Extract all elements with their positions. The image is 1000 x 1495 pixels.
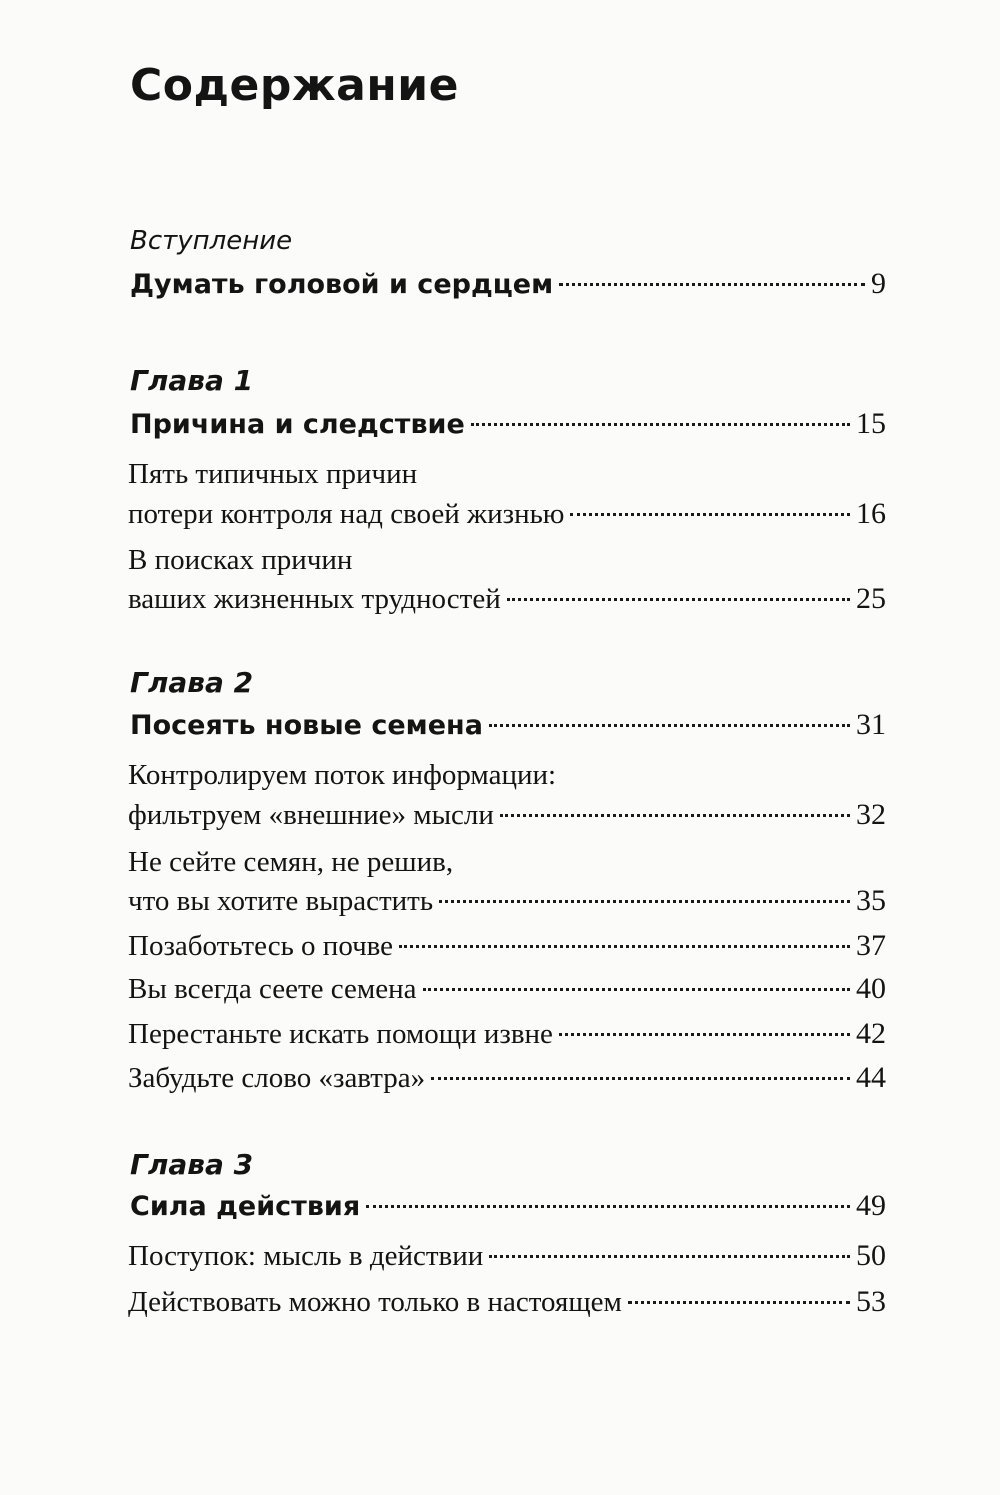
entry-title: Посеять новые семена (130, 710, 483, 741)
toc-entry[interactable] (128, 1280, 886, 1324)
entry-title-line1: В поисках причин (128, 544, 353, 576)
chapter-label: Глава 2 (130, 666, 254, 699)
entry-title: Забудьте слово «завтра» (128, 1062, 426, 1094)
page-number: 49 (856, 1189, 886, 1222)
entry-title: ваших жизненных трудностей (128, 583, 501, 615)
page-number: 44 (856, 1061, 886, 1094)
toc-entry[interactable] (128, 1012, 886, 1056)
toc-entry[interactable] (128, 879, 886, 923)
entry-title: Поступок: мысль в действии (128, 1240, 484, 1272)
entry-title: Перестаньте искать помощи извне (128, 1018, 553, 1050)
page-number: 50 (856, 1239, 886, 1272)
intro-label: Вступление (130, 226, 293, 256)
entry-title-line1: Пять типичных причин (128, 458, 418, 490)
page-number: 31 (856, 708, 886, 741)
entry-title: фильтруем «внешние» мысли (128, 799, 494, 831)
dot-leader (366, 1205, 850, 1208)
entry-title: Сила действия (130, 1191, 361, 1222)
page-number: 16 (856, 497, 886, 530)
toc-entry[interactable] (128, 577, 886, 621)
page-number: 35 (856, 884, 886, 917)
page-title: Содержание (130, 60, 459, 111)
page-number: 53 (856, 1285, 886, 1318)
page-number: 40 (856, 972, 886, 1005)
entry-title: Действовать можно только в настоящем (128, 1286, 622, 1318)
page-number: 37 (856, 929, 886, 962)
entry-title: Позаботьтесь о почве (128, 930, 394, 962)
entry-title: что вы хотите вырастить (128, 885, 434, 917)
toc-entry[interactable] (128, 793, 886, 837)
chapter-label: Глава 3 (130, 1148, 254, 1181)
page-number: 32 (856, 798, 886, 831)
dot-leader (628, 1301, 850, 1304)
toc-chapter-heading[interactable] (130, 402, 886, 447)
page-number: 15 (856, 407, 886, 440)
page-number: 9 (871, 267, 886, 300)
dot-leader (507, 598, 850, 601)
dot-leader (570, 513, 850, 516)
dot-leader (471, 423, 850, 426)
toc-entry-intro[interactable] (130, 262, 886, 307)
entry-title: потери контроля над своей жизнью (128, 498, 565, 530)
entry-title-line1: Контролируем поток информации: (128, 759, 557, 791)
toc-chapter-heading[interactable] (130, 703, 886, 748)
toc-entry[interactable] (128, 1056, 886, 1100)
toc-chapter-heading[interactable] (130, 1184, 886, 1229)
dot-leader (559, 283, 865, 286)
dot-leader (559, 1033, 850, 1036)
entry-title-line1: Не сейте семян, не решив, (128, 846, 454, 878)
dot-leader (439, 900, 850, 903)
page-number: 25 (856, 582, 886, 615)
dot-leader (431, 1077, 850, 1080)
toc-entry[interactable] (128, 492, 886, 536)
chapter-label: Глава 1 (130, 364, 254, 397)
entry-title: Думать головой и сердцем (130, 269, 554, 300)
dot-leader (500, 814, 850, 817)
dot-leader (489, 724, 850, 727)
dot-leader (399, 945, 850, 948)
toc-entry[interactable] (128, 1234, 886, 1278)
toc-entry[interactable] (128, 967, 886, 1011)
toc-entry[interactable] (128, 924, 886, 968)
dot-leader (489, 1255, 850, 1258)
dot-leader (423, 988, 851, 991)
entry-title: Вы всегда сеете семена (128, 973, 417, 1005)
page-number: 42 (856, 1017, 886, 1050)
entry-title: Причина и следствие (130, 409, 465, 440)
